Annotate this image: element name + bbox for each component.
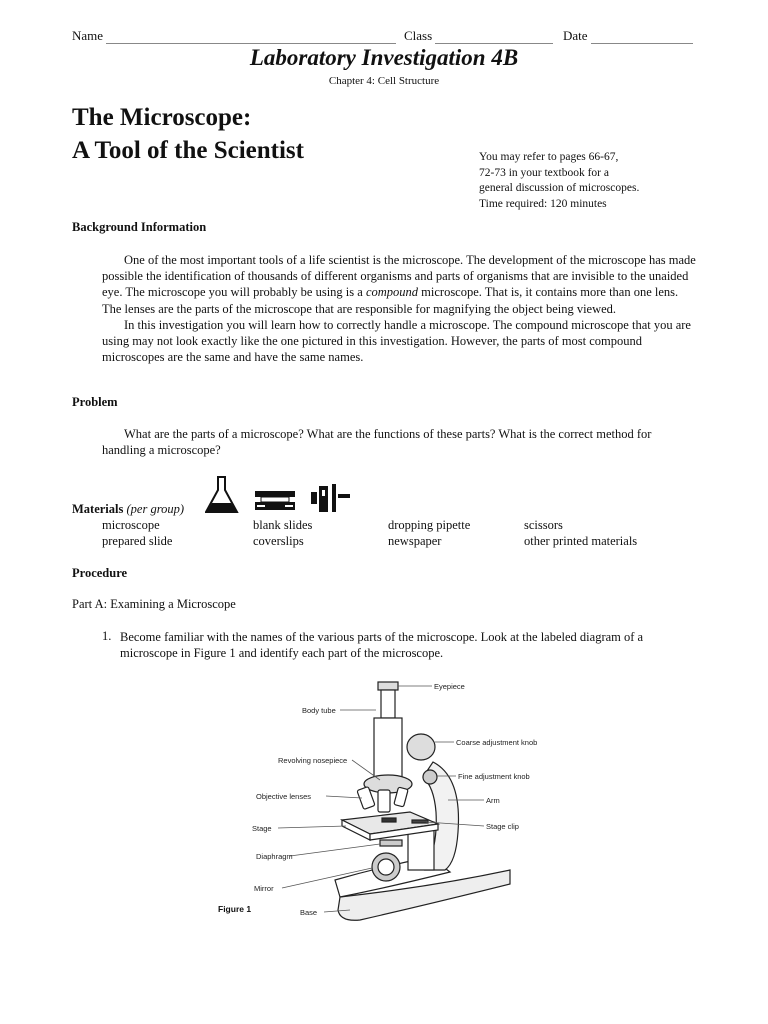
material-item: coverslips	[253, 534, 304, 548]
background-text	[102, 252, 696, 365]
microscope-figure	[200, 672, 540, 928]
background-paragraph-2: In this investigation you will learn how to correctly handle a microscope. The compound microscope that you are using may not look exactly like the one pictured in this investigation. However, the parts of most compound microscopes are the same and have the same names.	[102, 317, 691, 365]
name-field	[72, 28, 396, 44]
side-note-line: You may refer to pages 66-67,	[479, 151, 619, 163]
side-note-line: Time required: 120 minutes	[479, 197, 607, 210]
material-item: newspaper	[388, 534, 442, 548]
label-coarse-knob: Coarse adjustment knob	[456, 738, 538, 747]
materials-label: Materials	[72, 502, 124, 516]
label-base: Base	[300, 908, 318, 917]
label-mirror: Mirror	[254, 884, 274, 893]
materials-icons	[205, 474, 355, 518]
lab-title: Laboratory Investigation 4B	[249, 45, 519, 70]
materials-heading	[72, 502, 184, 517]
label-fine-knob: Fine adjustment knob	[458, 772, 530, 781]
figure-caption: Figure 1	[218, 904, 252, 914]
background-paragraph-1: One of the most important tools of a life scientist is the microscope. The development of the microscope has made possible the identification of thousands of different organisms and parts of organisms that are invisible to the unaided eye. The microscope you will probably be using is a compound microscope. That is, it contains more than one lens. The lenses are the parts of the microscope that are responsible for magnifying the object being viewed.	[102, 253, 696, 316]
label-arm: Arm	[486, 796, 500, 805]
class-field	[404, 28, 553, 44]
label-objectives: Objective lenses	[256, 792, 312, 801]
part-a-heading: Part A: Examining a Microscope	[72, 597, 236, 611]
step-number: 1.	[102, 629, 112, 643]
date-field	[563, 28, 693, 44]
procedure-heading: Procedure	[72, 566, 128, 580]
material-item: microscope	[102, 518, 160, 532]
materials-qualifier: (per group)	[126, 502, 185, 516]
heading-line-1: The Microscope:	[72, 104, 252, 131]
side-note-line: 72-73 in your textbook for a	[479, 166, 609, 179]
label-nosepiece: Revolving nosepiece	[278, 756, 348, 765]
material-item: scissors	[524, 518, 563, 532]
material-item: prepared slide	[102, 534, 173, 548]
chapter-subtitle: Chapter 4: Cell Structure	[328, 75, 440, 87]
compound-term: compound	[365, 285, 419, 300]
label-stage-clip: Stage clip	[486, 822, 519, 831]
microscope-drawing	[335, 682, 510, 920]
name-label: Name	[72, 28, 104, 43]
material-item: dropping pipette	[388, 518, 471, 532]
material-item: blank slides	[253, 518, 313, 532]
slide-icon	[255, 491, 295, 510]
side-note-line: general discussion of microscopes.	[479, 182, 640, 194]
date-label: Date	[563, 28, 588, 43]
flask-icon	[206, 477, 237, 512]
material-item: other printed materials	[524, 534, 638, 548]
step-text: Become familiar with the names of the various parts of the microscope. Look at the labeled diagram of a microscope in Figure 1 and identify each part of the microscope.	[120, 630, 644, 661]
class-label: Class	[404, 28, 433, 43]
background-heading: Background Information	[72, 220, 207, 234]
label-eyepiece: Eyepiece	[434, 682, 465, 691]
class-blank[interactable]	[435, 31, 553, 44]
date-blank[interactable]	[591, 31, 693, 44]
name-blank[interactable]	[106, 31, 396, 44]
side-note	[479, 150, 699, 212]
problem-paragraph: What are the parts of a microscope? What are the functions of these parts? What is the correct method for handling a microscope?	[102, 427, 652, 458]
heading-line-2: A Tool of the Scientist	[72, 137, 304, 164]
label-body-tube: Body tube	[302, 706, 336, 715]
pipette-icon	[311, 484, 350, 512]
label-stage: Stage	[252, 824, 272, 833]
label-diaphragm: Diaphragm	[256, 852, 293, 861]
problem-heading: Problem	[72, 395, 118, 409]
problem-text	[102, 426, 696, 458]
